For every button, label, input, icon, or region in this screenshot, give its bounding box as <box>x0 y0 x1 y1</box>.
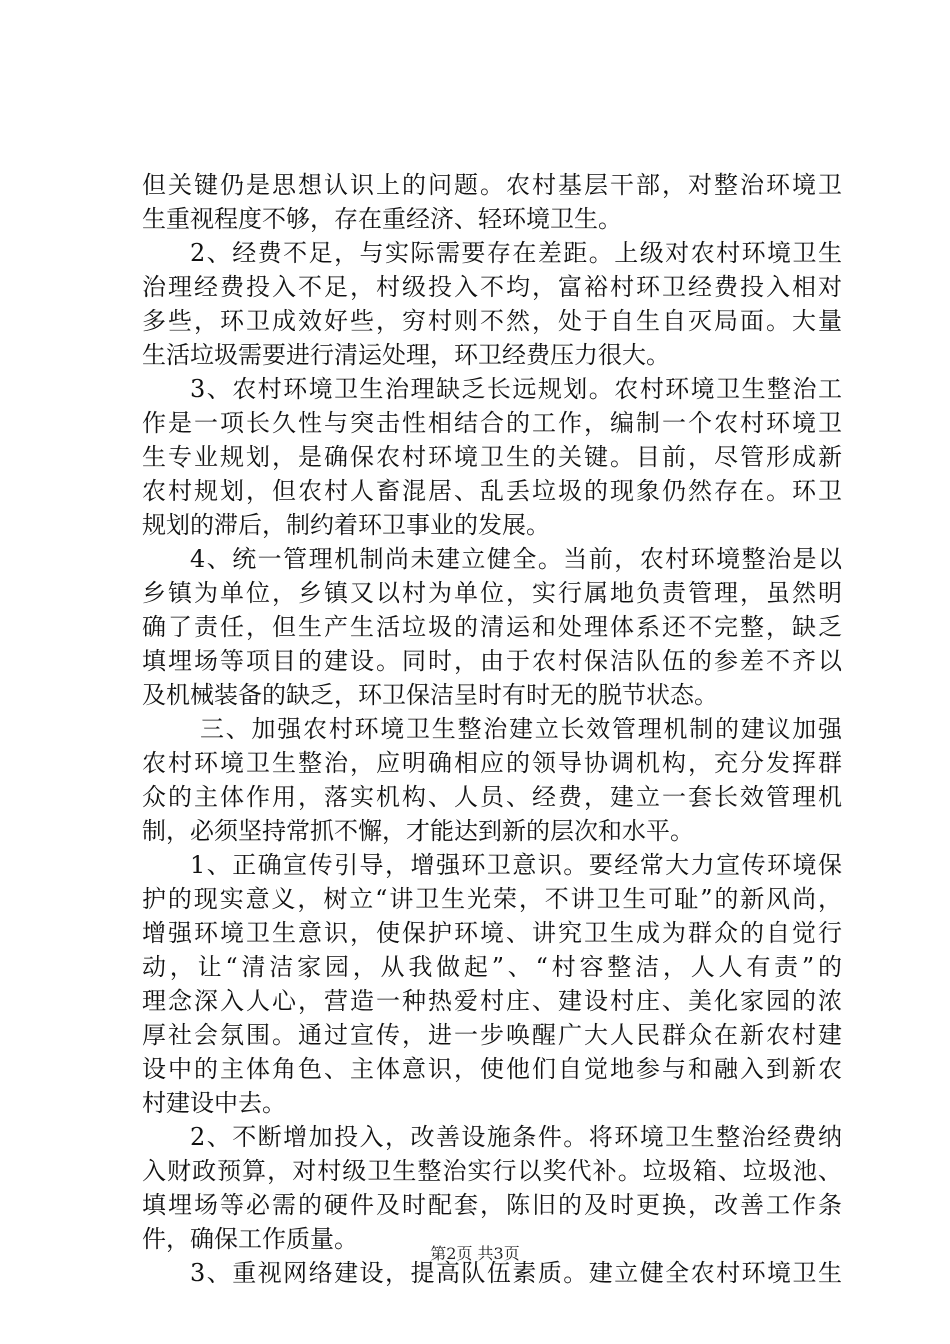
text-line: 2、不断增加投入，改善设施条件。将环境卫生整治经费纳 <box>190 1123 842 1151</box>
text-line: 及机械装备的缺乏，环卫保洁呈时有时无的脱节状态。 <box>142 681 718 709</box>
text-line: 填埋场等项目的建设。同时，由于农村保洁队伍的参差不齐以 <box>142 647 842 675</box>
text-line: 2、经费不足，与实际需要存在差距。上级对农村环境卫生 <box>190 239 842 267</box>
text-line: 生活垃圾需要进行清运处理，环卫经费压力很大。 <box>142 341 670 369</box>
text-line: 设中的主体角色、主体意识，使他们自觉地参与和融入到新农 <box>142 1055 842 1083</box>
text-line: 护的现实意义，树立“讲卫生光荣，不讲卫生可耻”的新风尚， <box>142 885 842 913</box>
text-line: 理念深入人心，营造一种热爱村庄、建设村庄、美化家园的浓 <box>142 987 842 1015</box>
text-line: 1、正确宣传引导，增强环卫意识。要经常大力宣传环境保 <box>190 851 842 879</box>
text-line: 规划的滞后，制约着环卫事业的发展。 <box>142 511 550 539</box>
text-line: 多些，环卫成效好些，穷村则不然，处于自生自灭局面。大量 <box>142 307 842 335</box>
text-line: 填埋场等必需的硬件及时配套，陈旧的及时更换，改善工作条 <box>142 1191 842 1219</box>
text-line: 村建设中去。 <box>142 1089 286 1117</box>
text-line: 增强环境卫生意识，使保护环境、讲究卫生成为群众的自觉行 <box>142 919 842 947</box>
text-line: 确了责任，但生产生活垃圾的清运和处理体系还不完整，缺乏 <box>142 613 842 641</box>
text-line: 3、重视网络建设，提高队伍素质。建立健全农村环境卫生 <box>190 1259 842 1287</box>
text-line: 入财政预算，对村级卫生整治实行以奖代补。垃圾箱、垃圾池、 <box>142 1157 842 1185</box>
text-line: 4、统一管理机制尚未建立健全。当前，农村环境整治是以 <box>190 545 842 573</box>
text-line: 3、农村环境卫生治理缺乏长远规划。农村环境卫生整治工 <box>190 375 842 403</box>
text-line: 农村规划，但农村人畜混居、乱丢垃圾的现象仍然存在。环卫 <box>142 477 842 505</box>
text-line: 作是一项长久性与突击性相结合的工作，编制一个农村环境卫 <box>142 409 842 437</box>
text-line: 生重视程度不够，存在重经济、轻环境卫生。 <box>142 205 622 233</box>
text-line: 但关键仍是思想认识上的问题。农村基层干部，对整治环境卫 <box>142 171 842 199</box>
text-line: 生专业规划，是确保农村环境卫生的关键。目前，尽管形成新 <box>142 443 842 471</box>
text-line: 厚社会氛围。通过宣传，进一步唤醒广大人民群众在新农村建 <box>142 1021 842 1049</box>
text-line: 三、加强农村环境卫生整治建立长效管理机制的建议加强 <box>200 715 842 743</box>
text-line: 动，让“清洁家园，从我做起”、“村容整洁，人人有责”的 <box>142 953 842 981</box>
text-line: 治理经费投入不足，村级投入不均，富裕村环卫经费投入相对 <box>142 273 842 301</box>
page-number-footer: 第2页 共3页 <box>430 1244 520 1263</box>
document-body <box>142 168 842 1290</box>
text-line: 农村环境卫生整治，应明确相应的领导协调机构，充分发挥群 <box>142 749 842 777</box>
text-line: 众的主体作用，落实机构、人员、经费，建立一套长效管理机 <box>142 783 842 811</box>
text-line: 乡镇为单位，乡镇又以村为单位，实行属地负责管理，虽然明 <box>142 579 842 607</box>
text-line: 制，必须坚持常抓不懈，才能达到新的层次和水平。 <box>142 817 694 845</box>
text-line: 件，确保工作质量。 <box>142 1225 358 1253</box>
